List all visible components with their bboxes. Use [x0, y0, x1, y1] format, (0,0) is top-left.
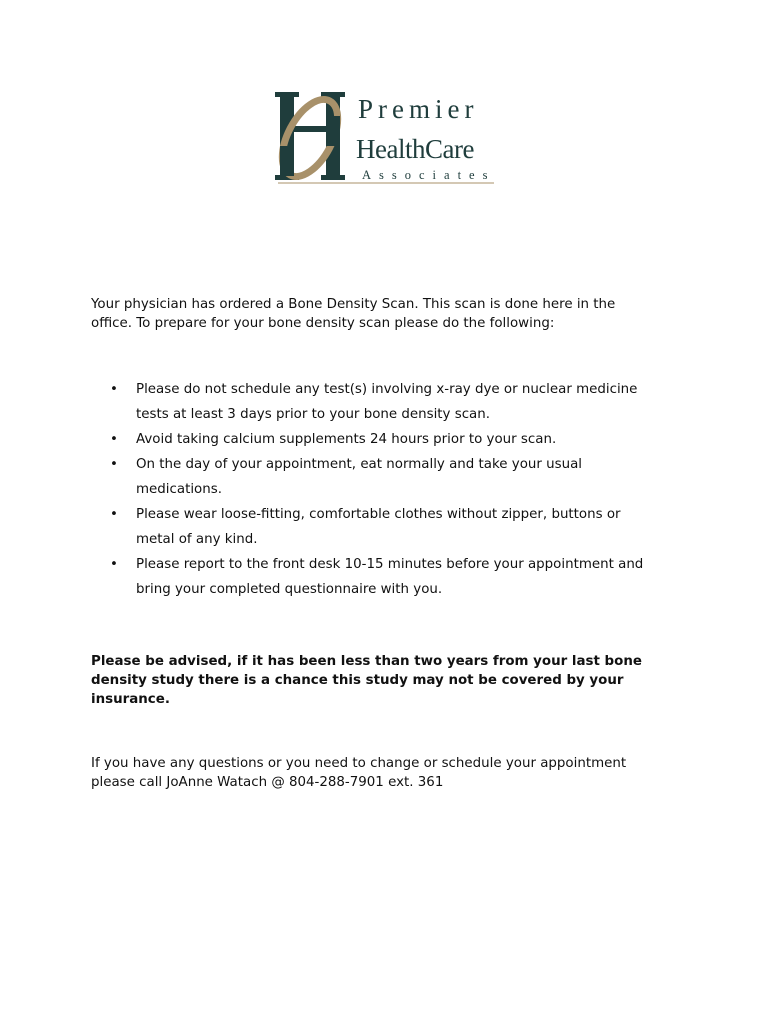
bullet-icon: • — [110, 457, 118, 472]
preparation-list — [106, 377, 686, 602]
logo-text-healthcare: HealthCare — [356, 134, 474, 164]
logo-text-premier: Premier — [358, 94, 479, 124]
bullet-icon: • — [110, 557, 118, 572]
bullet-icon: • — [110, 382, 118, 397]
contact-paragraph: If you have any questions or you need to change or schedule your appointment please call JoAnne Watach @ 804-288-7901 ext. 361 — [91, 756, 627, 790]
insurance-notice: Please be advised, if it has been less than two years from your last bone density study there is a chance this study may not be covered by your insurance. — [91, 654, 642, 707]
intro-line: office. To prepare for your bone density scan please do the following: — [91, 316, 555, 331]
list-item: • Please report to the front desk 10-15 minutes before your appointment and bring your completed questionnaire with you. — [106, 552, 686, 602]
list-item: • Please wear loose-fitting, comfortable clothes without zipper, buttons or metal of any kind. — [106, 502, 686, 552]
list-item: • On the day of your appointment, eat normally and take your usual medications. — [106, 452, 686, 502]
list-item: • Avoid taking calcium supplements 24 hours prior to your scan. — [106, 427, 686, 452]
list-item: • Please do not schedule any test(s) involving x-ray dye or nuclear medicine tests at least 3 days prior to your bone density scan. — [106, 377, 686, 427]
intro-line: Your physician has ordered a Bone Density Scan. This scan is done here in the — [91, 297, 616, 312]
intro-paragraph — [91, 295, 691, 333]
bullet-icon: • — [110, 507, 118, 522]
company-logo — [270, 86, 502, 190]
bullet-icon: • — [110, 432, 118, 447]
logo-text-associates: Associates — [362, 168, 496, 182]
